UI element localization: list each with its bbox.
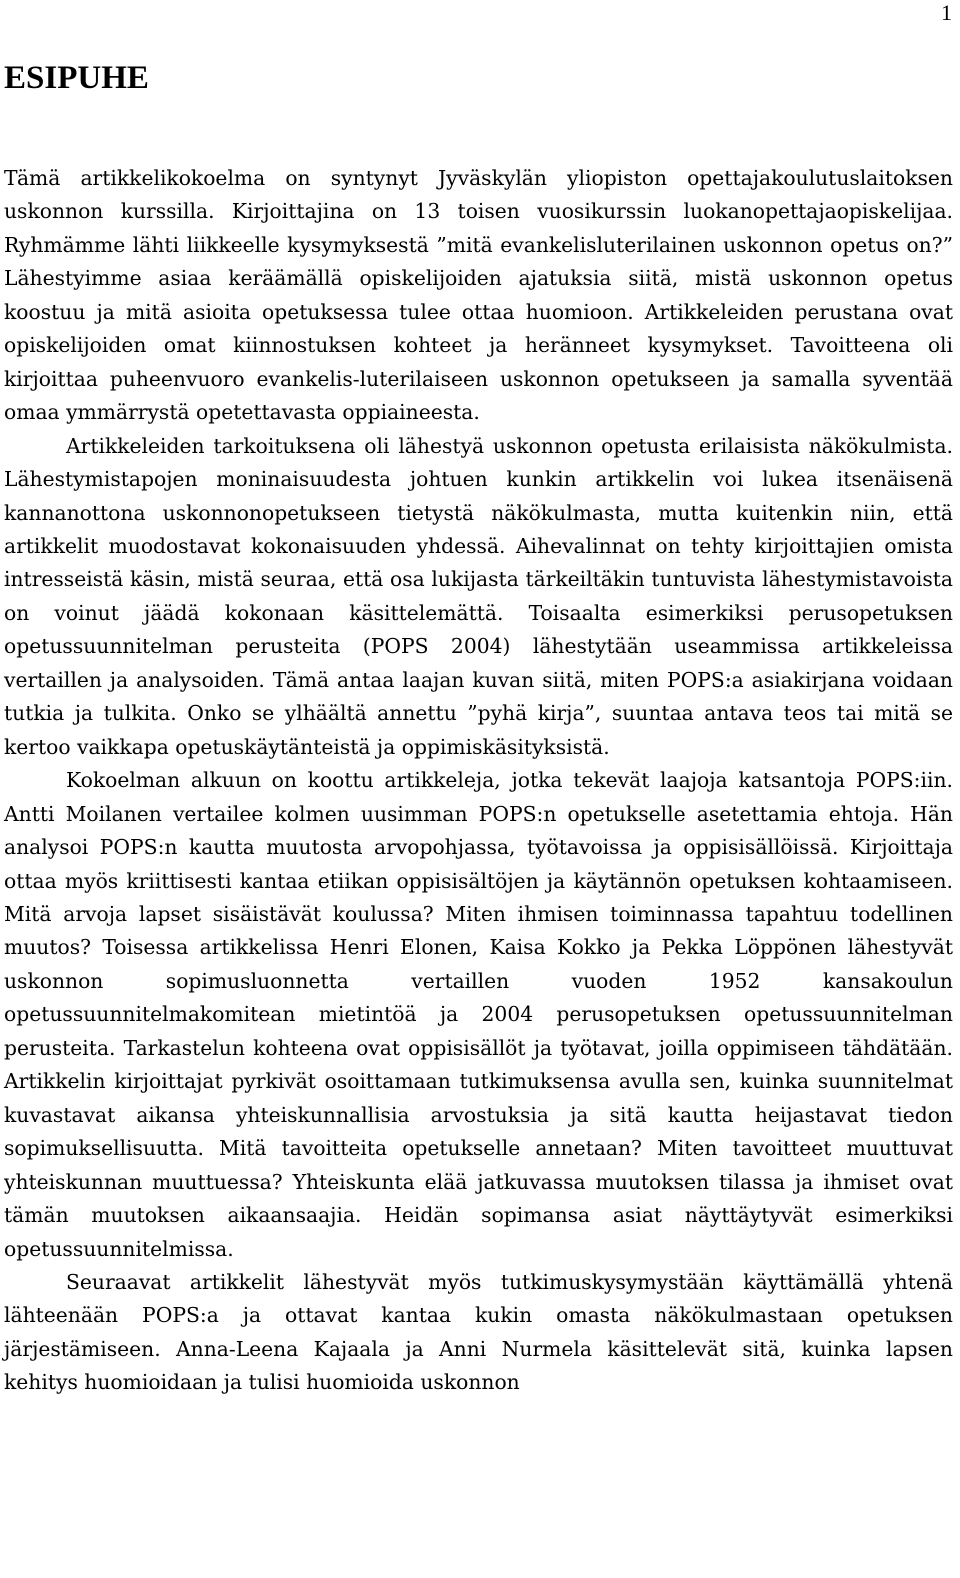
paragraph-1: Tämä artikkelikokoelma on syntynyt Jyväskylän yliopiston opettajakoulutuslaitoksen uskonnon kurssilla. Kirjoittajina on 13 toisen vuosikurssin luokanopettajaopiskelijaa. Ryhmämme lähti liikkeelle kysymyksestä ”mitä evankelisluterilainen uskonnon opetus on?” Lähestyimme asiaa keräämällä opiskelijoiden ajatuksia siitä, mistä uskonnon opetus koostuu ja mitä asioita opetuksessa tulee ottaa huomioon. Artikkeleiden perustana ovat opiskelijoiden omat kiinnostuksen kohteet ja heränneet kysymykset. Tavoitteena oli kirjoittaa puheenvuoro evankelis-luterilaiseen uskonnon opetukseen ja samalla syventää omaa ymmärrystä opetettavasta oppiaineesta.	[4, 166, 953, 425]
paragraph-2: Artikkeleiden tarkoituksena oli lähestyä uskonnon opetusta erilaisista näkökulmista. Lähestymistapojen moninaisuudesta johtuen kunkin artikkelin voi lukea itsenäisenä kannanottona uskonnonopetukseen tietystä näkökulmasta, mutta kuitenkin niin, että artikkelit muodostavat kokonaisuuden yhdessä. Aihevalinnat on tehty kirjoittajien omista intresseistä käsin, mistä seuraa, että osa lukijasta tärkeiltäkin tuntuvista lähestymistavoista on voinut jäädä kokonaan käsittelemättä. Toisaalta esimerkiksi perusopetuksen opetussuunnitelman perusteita (POPS 2004) lähestytään useammissa artikkeleissa vertaillen ja analysoiden. Tämä antaa laajan kuvan siitä, miten POPS:a asiakirjana voidaan tutkia ja tulkita. Onko se ylhäältä annettu ”pyhä kirja”, suuntaa antava teos tai mitä se kertoo vaikkapa opetuskäytänteistä ja oppimiskäsityksistä.	[4, 433, 953, 759]
paragraph-3: Kokoelman alkuun on koottu artikkeleja, jotka tekevät laajoja katsantoja POPS:iin. Antti Moilanen vertailee kolmen uusimman POPS:n opetukselle asetettamia ehtoja. Hän analysoi POPS:n kautta muutosta arvopohjassa, työtavoissa ja oppisisällöissä. Kirjoittaja ottaa myös kriittisesti kantaa etiikan oppisisältöjen ja käytännön opetuksen kohtaamiseen. Mitä arvoja lapset sisäistävät koulussa? Miten ihmisen toiminnassa tapahtuu todellinen muutos? Toisessa artikkelissa Henri Elonen, Kaisa Kokko ja Pekka Löppönen lähestyvät uskonnon sopimusluonnetta vertaillen vuoden 1952 kansakoulun opetussuunnitelmakomitean mietintöä ja 2004 perusopetuksen opetussuunnitelman perusteita. Tarkastelun kohteena ovat oppisisällöt ja työtavat, joilla oppimiseen tähdätään. Artikkelin kirjoittajat pyrkivät osoittamaan tutkimuksensa avulla sen, kuinka suunnitelmat kuvastavat aikansa yhteiskunnallisia arvostuksia ja sitä kautta heijastavat tiedon sopimuksellisuutta. Mitä tavoitteita opetukselle annetaan? Miten tavoitteet muuttuvat yhteiskunnan muuttuessa? Yhteiskunta elää jatkuvassa muutoksen tilassa ja ihmiset ovat tämän muutoksen aikaansaajia. Heidän sopimansa asiat näyttäytyvät esimerkiksi opetussuunnitelmissa.	[4, 768, 953, 1261]
body-text	[4, 162, 953, 1400]
paragraph-4: Seuraavat artikkelit lähestyvät myös tutkimuskysymystään käyttämällä yhtenä lähteenään POPS:a ja ottavat kantaa kukin omasta näkökulmastaan opetuksen järjestämiseen. Anna-Leena Kajaala ja Anni Nurmela käsittelevät sitä, kuinka lapsen kehitys huomioidaan ja tulisi huomioida uskonnon	[4, 1269, 953, 1395]
page-number: 1	[941, 0, 952, 25]
page-heading: ESIPUHE	[4, 60, 149, 96]
